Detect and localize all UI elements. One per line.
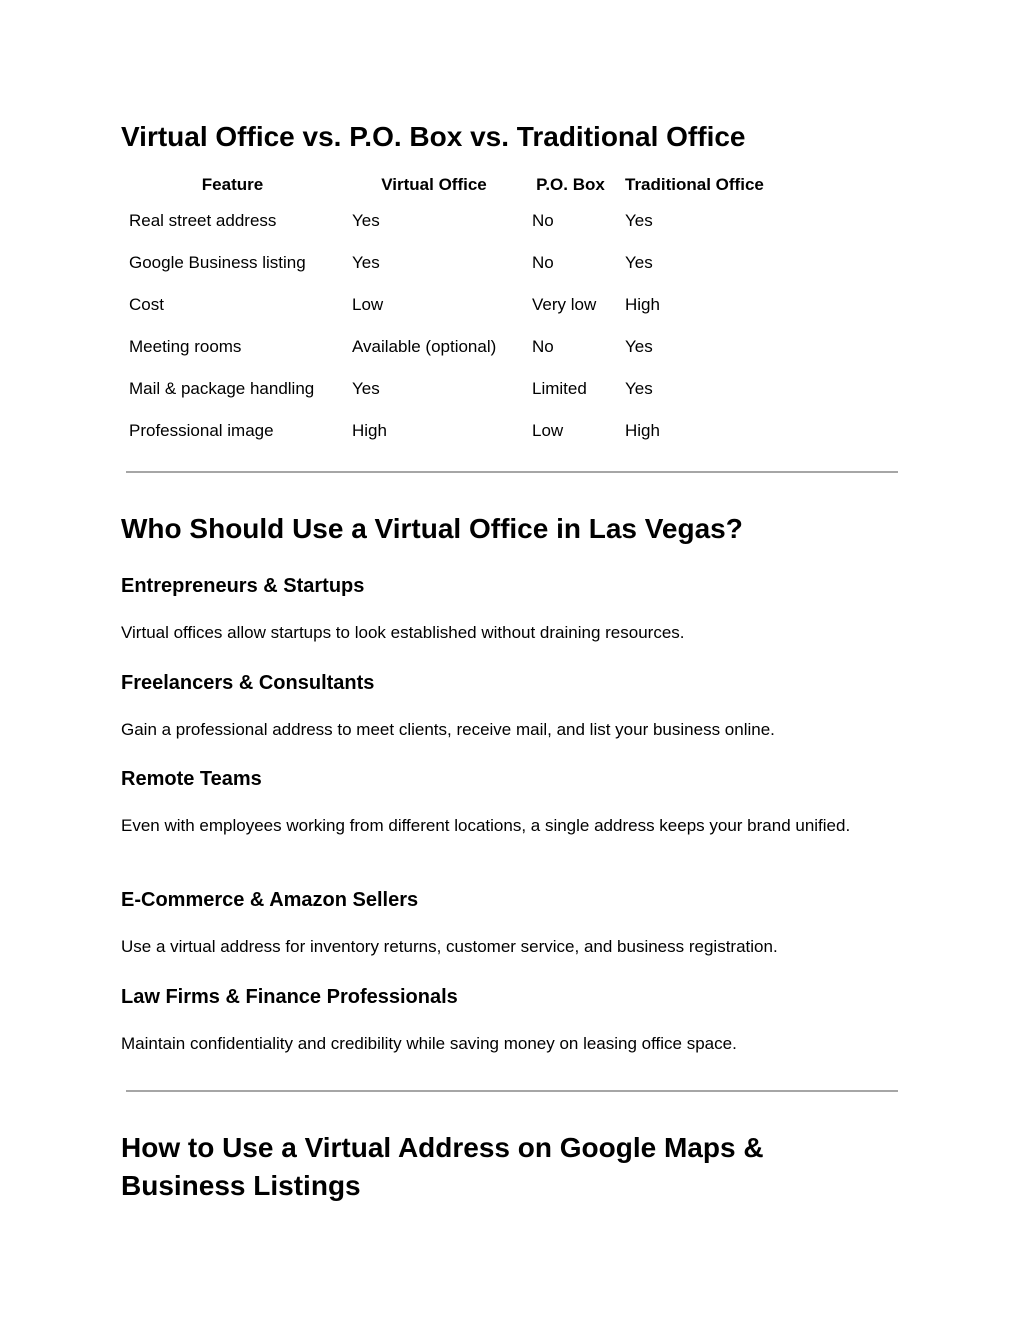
group-text: Maintain confidentiality and credibility while saving money on leasing office space. [121, 1034, 737, 1053]
table-cell: Real street address [129, 211, 277, 230]
table-cell: High [625, 421, 660, 440]
group-text: Gain a professional address to meet clients, receive mail, and list your business online. [121, 720, 775, 739]
table-header-row [121, 170, 793, 200]
table-cell: High [352, 421, 387, 440]
group-text: Use a virtual address for inventory returns, customer service, and business registration. [121, 937, 778, 956]
comparison-title: Virtual Office vs. P.O. Box vs. Traditional Office [121, 121, 746, 152]
table-cell: Very low [532, 295, 597, 314]
group-heading: Law Firms & Finance Professionals [121, 986, 458, 1008]
table-cell: High [625, 295, 660, 314]
table-cell: Yes [625, 337, 653, 356]
table-cell: No [532, 253, 554, 272]
table-cell: No [532, 211, 554, 230]
table-cell: No [532, 337, 554, 356]
table-cell: Low [352, 295, 384, 314]
table-cell: Yes [352, 211, 380, 230]
table-header-cell: Feature [201, 175, 264, 194]
group-heading: Freelancers & Consultants [121, 672, 375, 694]
table-cell: Yes [625, 379, 653, 398]
howto-title: How to Use a Virtual Address on Google Maps & Business Listings [121, 1132, 764, 1201]
section-divider [126, 471, 898, 473]
table-cell: Low [532, 421, 564, 440]
table-cell: Meeting rooms [129, 337, 242, 356]
table-cell: Yes [625, 211, 653, 230]
table-cell: Professional image [129, 421, 274, 440]
table-row [121, 368, 793, 410]
group-heading: E-Commerce & Amazon Sellers [121, 889, 419, 911]
table-cell: Yes [625, 253, 653, 272]
comparison-table [121, 170, 793, 452]
table-row [121, 284, 793, 326]
group-heading: Remote Teams [121, 768, 262, 790]
table-row [121, 326, 793, 368]
table-cell: Cost [129, 295, 164, 314]
table-header-cell: Traditional Office [625, 175, 764, 194]
table-cell: Mail & package handling [129, 379, 315, 398]
table-cell: Google Business listing [129, 253, 306, 272]
table-cell: Available (optional) [352, 337, 497, 356]
who-title: Who Should Use a Virtual Office in Las Vegas? [121, 513, 743, 544]
group-text: Virtual offices allow startups to look established without draining resources. [121, 623, 685, 642]
table-cell: Yes [352, 253, 380, 272]
table-row [121, 242, 793, 284]
group-text: Even with employees working from different locations, a single address keeps your brand unified. [121, 816, 851, 835]
table-header-cell: P.O. Box [536, 175, 605, 194]
table-header-cell: Virtual Office [381, 175, 487, 194]
table-row [121, 200, 793, 242]
section-divider [126, 1090, 898, 1092]
table-cell: Yes [352, 379, 380, 398]
group-heading: Entrepreneurs & Startups [121, 575, 365, 597]
table-row [121, 410, 793, 452]
table-cell: Limited [532, 379, 587, 398]
